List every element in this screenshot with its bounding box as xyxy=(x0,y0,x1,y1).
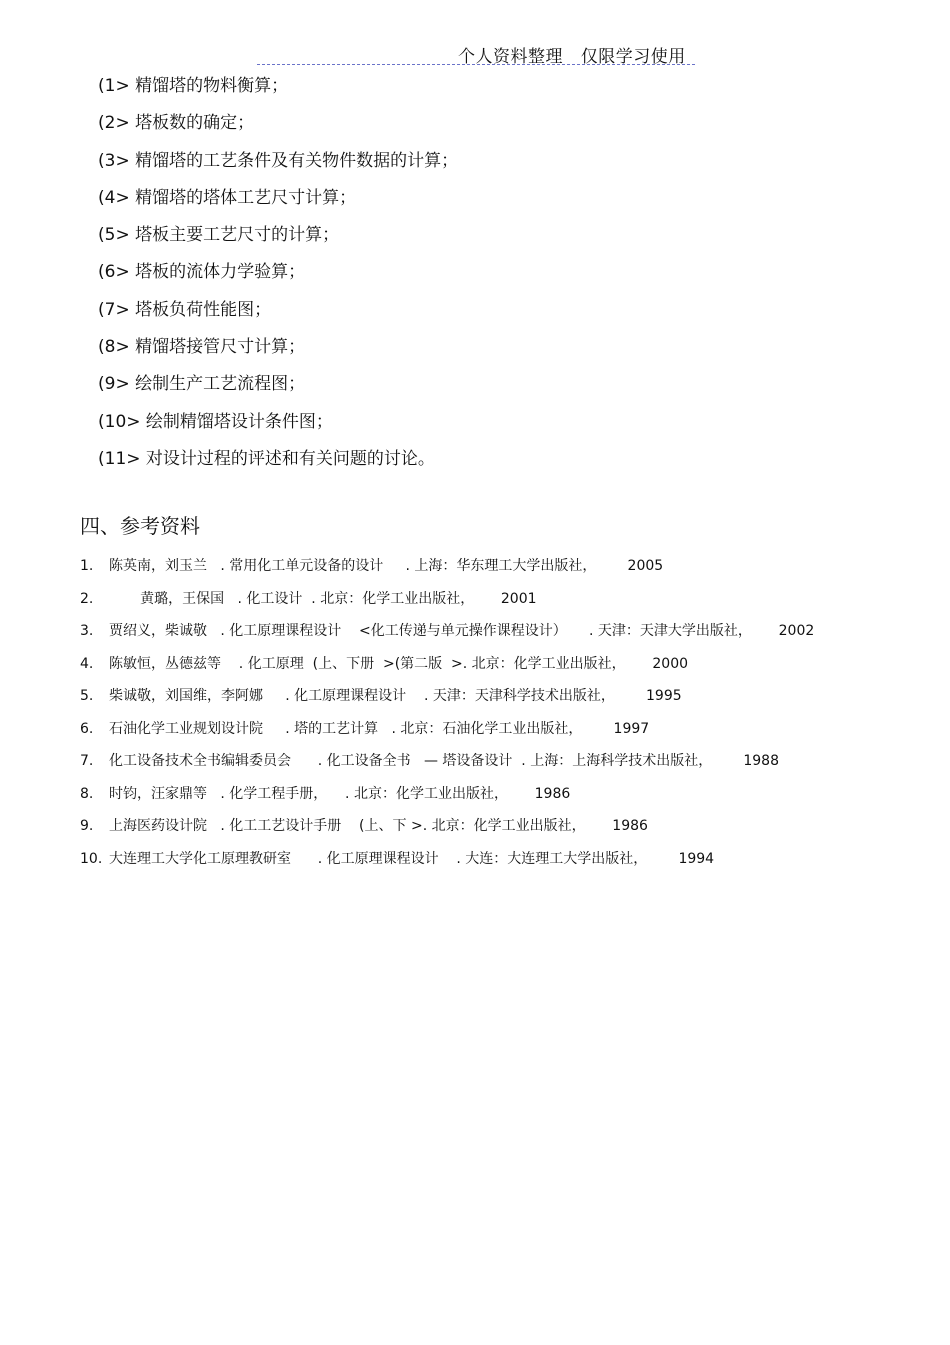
header-dashed-rule xyxy=(257,64,695,65)
reference-item xyxy=(80,748,779,781)
reference-item xyxy=(80,846,715,879)
reference-text: 时钧，汪家鼎等 . 化学工程手册， . 北京：化学工业出版社， 1986 xyxy=(109,785,571,802)
task-item: (3> 精馏塔的工艺条件及有关物件数据的计算； xyxy=(98,150,459,171)
task-item: (7> 塔板负荷性能图； xyxy=(98,299,272,320)
reference-item xyxy=(80,651,689,684)
reference-number: 6. xyxy=(80,720,94,737)
reference-text: 石油化学工业规划设计院 . 塔的工艺计算 . 北京：石油化学工业出版社， 1997 xyxy=(109,720,650,737)
reference-item xyxy=(80,618,815,651)
reference-item xyxy=(80,553,664,586)
reference-number: 1. xyxy=(80,558,94,574)
task-item: (6> 塔板的流体力学验算； xyxy=(98,262,306,283)
section-heading: 四、参考资料 xyxy=(80,514,200,538)
reference-number: 3. xyxy=(80,623,94,639)
task-item: (1> 精馏塔的物料衡算； xyxy=(98,76,289,96)
task-item: (11> 对设计过程的评述和有关问题的讨论。 xyxy=(98,448,435,469)
reference-number: 4. xyxy=(80,655,94,672)
reference-text: 陈英南，刘玉兰 . 常用化工单元设备的设计 . 上海：华东理工大学出版社， 2005 xyxy=(109,558,664,574)
task-item: (4> 精馏塔的塔体工艺尺寸计算； xyxy=(98,187,357,208)
reference-text: 大连理工大学化工原理教研室 . 化工原理课程设计 . 大连：大连理工大学出版社， 1994 xyxy=(109,850,715,867)
reference-text: 上海医药设计院 . 化工工艺设计手册 (上、下 >. 北京：化学工业出版社， 1986 xyxy=(109,818,648,834)
reference-item xyxy=(80,683,682,716)
reference-list xyxy=(80,553,815,878)
task-item: (10> 绘制精馏塔设计条件图； xyxy=(98,411,333,432)
reference-item xyxy=(80,716,650,749)
reference-text: 黄璐，王保国 . 化工设计 . 北京：化学工业出版社， 2001 xyxy=(109,590,537,607)
task-item: (2> 塔板数的确定； xyxy=(98,113,255,134)
reference-text: 柴诚敬，刘国维，李阿娜 . 化工原理课程设计 . 天津：天津科学技术出版社， 1995 xyxy=(109,688,682,704)
reference-item xyxy=(80,586,537,619)
task-item: (8> 精馏塔接管尺寸计算； xyxy=(98,337,306,358)
reference-number: 2. xyxy=(80,590,94,607)
task-item: (5> 塔板主要工艺尺寸的计算； xyxy=(98,225,340,246)
reference-text: 化工设备技术全书编辑委员会 . 化工设备全书 — 塔设备设计 . 上海：上海科学技术出版社， 1988 xyxy=(109,753,779,769)
reference-number: 9. xyxy=(80,818,94,834)
reference-item xyxy=(80,781,571,814)
design-task-list xyxy=(98,68,458,478)
task-item: (9> 绘制生产工艺流程图； xyxy=(98,374,306,395)
page-header-text: 个人资料整理 仅限学习使用 xyxy=(458,47,686,67)
reference-text: 贾绍义，柴诚敬 . 化工原理课程设计 <化工传递与单元操作课程设计） . 天津：天津大学出版社， 2002 xyxy=(109,623,815,639)
reference-number: 10. xyxy=(80,850,103,867)
reference-item xyxy=(80,813,648,846)
reference-text: 陈敏恒，丛德兹等 . 化工原理 (上、下册 >(第二版 >. 北京：化学工业出版社， 2000 xyxy=(109,655,689,672)
reference-number: 8. xyxy=(80,785,94,802)
reference-number: 5. xyxy=(80,688,94,704)
reference-number: 7. xyxy=(80,753,94,769)
